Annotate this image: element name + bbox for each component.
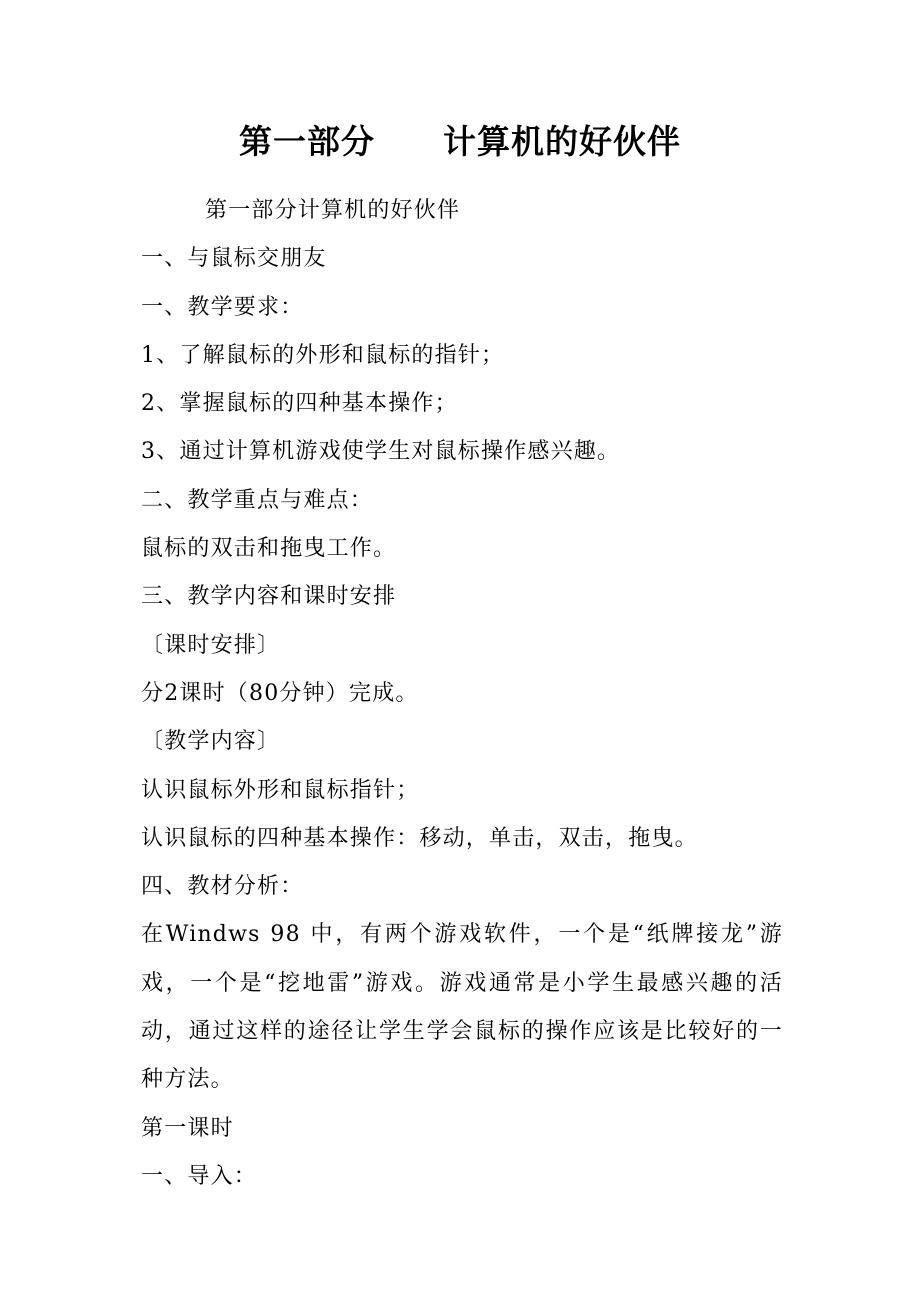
heading-material-analysis: 四、教材分析： — [141, 874, 304, 900]
subtitle-line: 第一部分计算机的好伙伴 — [205, 198, 461, 223]
requirement-item-3: 3、通过计算机游戏使学生对鼠标操作感兴趣。 — [141, 439, 621, 465]
heading-introduction: 一、导入： — [141, 1163, 258, 1189]
analysis-paragraph: 在Windws 98 中，有两个游戏软件，一个是“纸牌接龙”游戏，一个是“挖地雷”游戏。游戏通常是小学生最感兴趣的活动，通过这样的途径让学生学会鼠标的操作应该是比较好的一种方法。 — [141, 922, 783, 1093]
schedule-text: 分2课时（80分钟）完成。 — [141, 680, 419, 706]
requirement-item-2: 2、掌握鼠标的四种基本操作； — [141, 391, 458, 417]
requirement-item-1: 1、了解鼠标的外形和鼠标的指针； — [141, 342, 505, 368]
content-item-2: 认识鼠标的四种基本操作：移动，单击，双击，拖曳。 — [141, 825, 698, 851]
heading-key-points: 二、教学重点与难点： — [141, 487, 374, 513]
content-item-1: 认识鼠标外形和鼠标指针； — [141, 777, 420, 803]
content-label: 〔教学内容〕 — [141, 729, 281, 755]
document-body — [141, 187, 783, 1201]
heading-content-schedule: 三、教学内容和课时安排 — [141, 584, 397, 610]
document-title: 第一部分 计算机的好伙伴 — [239, 122, 681, 161]
key-points-text: 鼠标的双击和拖曳工作。 — [141, 536, 397, 562]
lesson-one-label: 第一课时 — [141, 1115, 234, 1141]
heading-mouse-friends: 一、与鼠标交朋友 — [141, 246, 327, 272]
schedule-label: 〔课时安排〕 — [141, 632, 281, 658]
heading-teaching-requirements: 一、教学要求： — [141, 294, 304, 320]
